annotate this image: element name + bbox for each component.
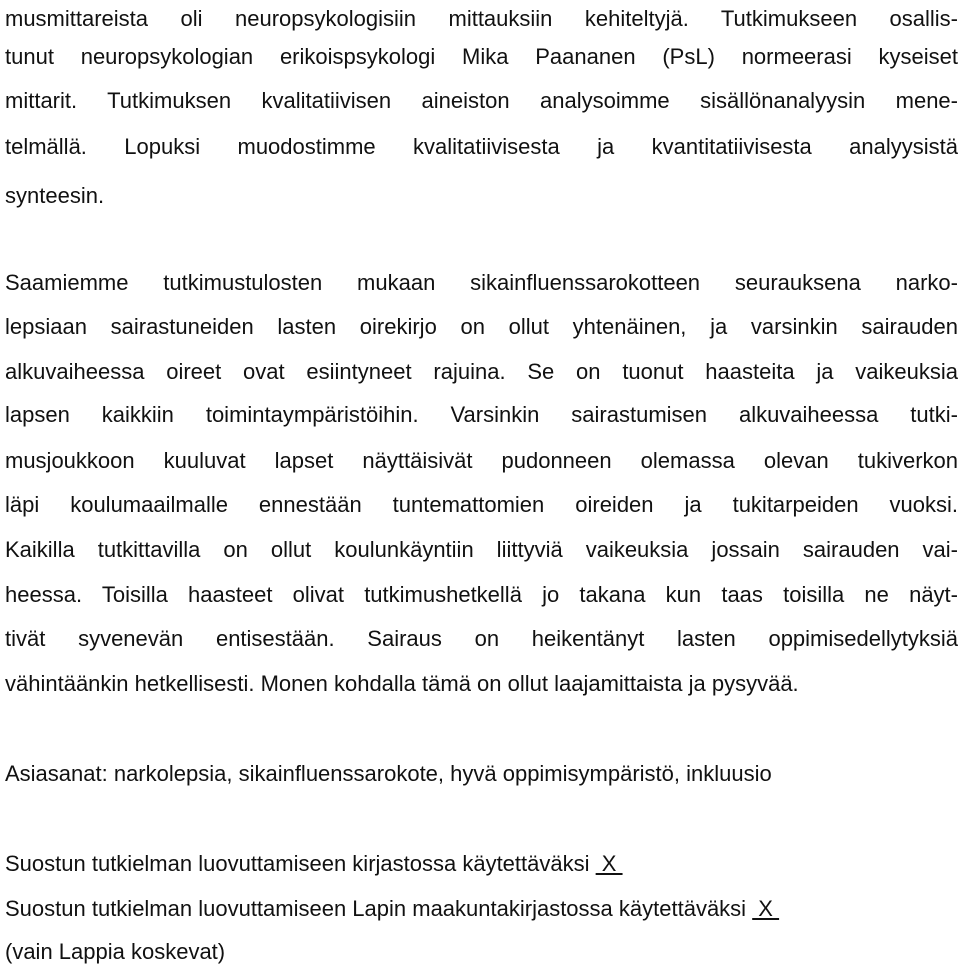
consent-lapin-line <box>5 894 779 924</box>
paragraph-line: vähintäänkin hetkellisesti. Monen kohdalla tämä on ollut laajamittaista ja pysyvää. <box>5 671 799 696</box>
paragraph-line: Kaikilla tutkittavilla on ollut koulunkäyntiin liittyviä vaikeuksia jossain sairauden vai- <box>5 537 958 562</box>
paragraph-line: läpi koulumaailmalle ennestään tuntemattomien oireiden ja tukitarpeiden vuoksi. <box>5 492 958 517</box>
paragraph-line: mittarit. Tutkimuksen kvalitatiivisen aineiston analysoimme sisällönanalyysin mene- <box>5 88 958 113</box>
paragraph-line: telmällä. Lopuksi muodostimme kvalitatiivisesta ja kvantitatiivisesta analyysistä <box>5 134 958 159</box>
paragraph-line: heessa. Toisilla haasteet olivat tutkimushetkellä jo takana kun taas toisilla ne näyt- <box>5 582 958 607</box>
paragraph-line: Saamiemme tutkimustulosten mukaan sikainfluenssarokotteen seurauksena narko- <box>5 270 958 295</box>
paragraph-line: tunut neuropsykologian erikoispsykologi Mika Paananen (PsL) normeerasi kyseiset <box>5 44 958 69</box>
paragraph-line: tivät syvenevän entisestään. Sairaus on heikentänyt lasten oppimisedellytyksiä <box>5 626 958 651</box>
consent-lapin-text: Suostun tutkielman luovuttamiseen Lapin maakuntakirjastossa käytettäväksi <box>5 896 747 921</box>
consent-library-text: Suostun tutkielman luovuttamiseen kirjastossa käytettäväksi <box>5 851 590 876</box>
consent-library-mark: X <box>595 851 623 876</box>
paragraph-line: alkuvaiheessa oireet ovat esiintyneet rajuina. Se on tuonut haasteita ja vaikeuksia <box>5 359 958 384</box>
keywords-line: Asiasanat: narkolepsia, sikainfluenssarokote, hyvä oppimisympäristö, inkluusio <box>5 761 772 786</box>
paragraph-line: musjoukkoon kuuluvat lapset näyttäisivät pudonneen olemassa olevan tukiverkon <box>5 448 958 473</box>
consent-note: (vain Lappia koskevat) <box>5 939 226 964</box>
paragraph-line: musmittareista oli neuropsykologisiin mittauksiin kehiteltyjä. Tutkimukseen osallis- <box>5 6 958 31</box>
consent-lapin-mark: X <box>752 896 780 921</box>
paragraph-line: synteesin. <box>5 183 105 208</box>
consent-library-line <box>5 849 623 879</box>
paragraph-line: lepsiaan sairastuneiden lasten oirekirjo on ollut yhtenäinen, ja varsinkin sairauden <box>5 314 958 339</box>
paragraph-line: lapsen kaikkiin toimintaympäristöihin. Varsinkin sairastumisen alkuvaiheessa tutki- <box>5 402 958 427</box>
